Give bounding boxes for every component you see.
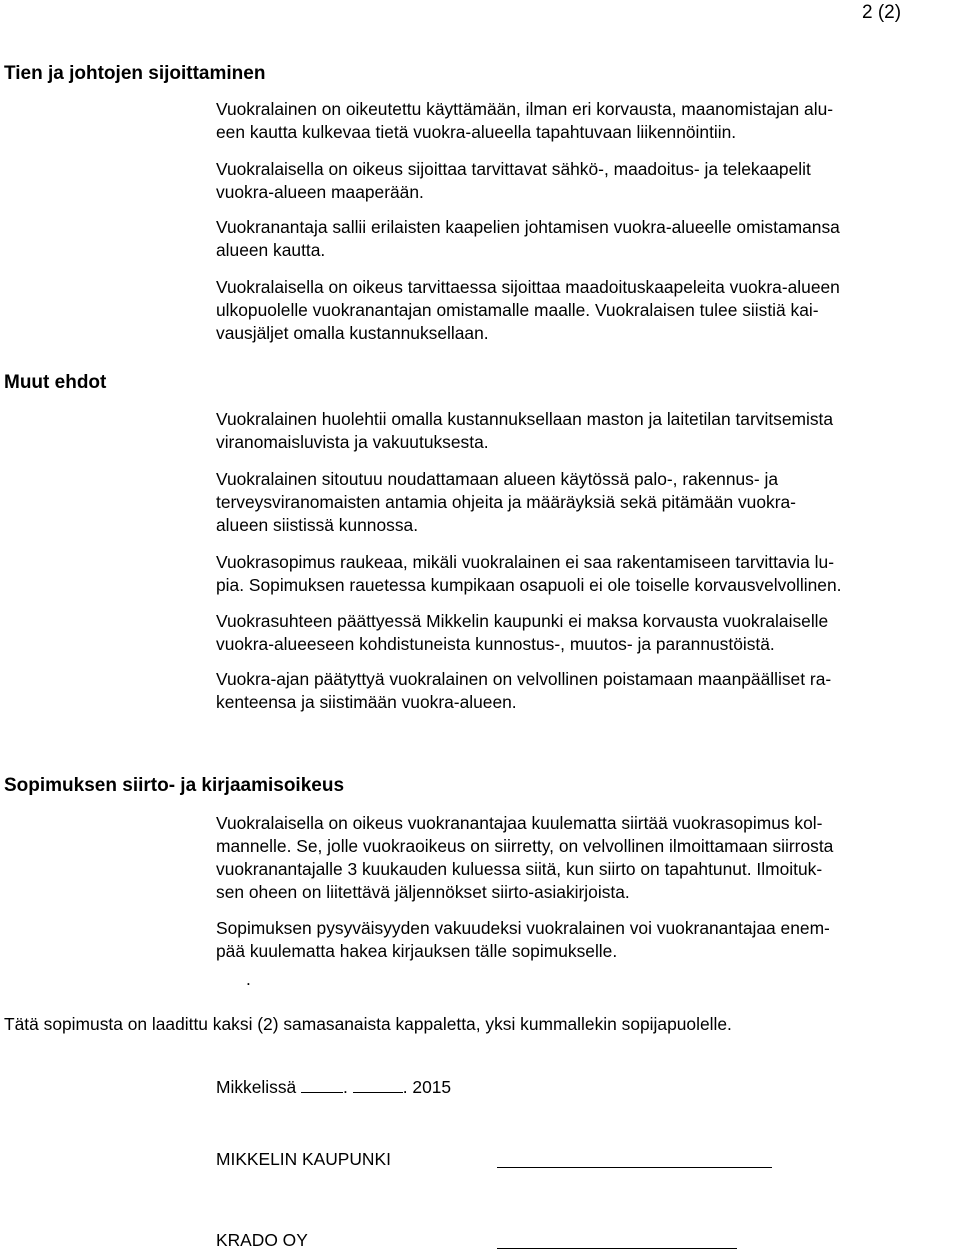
paragraph-rakenteiden-poisto [216, 668, 960, 714]
text-line: Vuokralainen huolehtii omalla kustannuksellaan maston ja laitetilan tarvitsemista [216, 409, 834, 429]
paragraph-sopimus-raukeaa [216, 551, 960, 597]
text-line: viranomaisluvista ja vakuutuksesta. [216, 432, 489, 452]
text-line: alueen siistissä kunnossa. [216, 515, 419, 535]
text-line: Vuokralaisella on oikeus sijoittaa tarvittavat sähkö-, maadoitus- ja telekaapelit [216, 159, 811, 179]
text-line: Vuokralainen sitoutuu noudattamaan alueen käytössä palo-, rakennus- ja [216, 469, 779, 489]
paragraph-vuokrasuhteen-paattyminen [216, 610, 960, 656]
paragraph-kaapelit [216, 158, 960, 204]
text-line: alueen kautta. [216, 240, 326, 260]
text-line: vuokranantajalle 3 kuukauden kuluessa siitä, kun siirto on tapahtunut. Ilmoituk- [216, 859, 823, 879]
signing-place: Mikkelissä [216, 1077, 297, 1097]
text-line: vausjäljet omalla kustannuksellaan. [216, 323, 489, 343]
stray-dot: . [246, 969, 251, 989]
section-heading-siirto-ja-kirjaamisoikeus: Sopimuksen siirto- ja kirjaamisoikeus [4, 775, 345, 796]
signing-year: 2015 [412, 1077, 452, 1097]
text-line: Vuokra-ajan päätyttyä vuokralainen on velvollinen poistamaan maanpäälliset ra- [216, 669, 832, 689]
month-blank [353, 1078, 403, 1093]
text-line: Vuokrasopimus raukeaa, mikäli vuokralainen ei saa rakentamiseen tarvittavia lu- [216, 552, 834, 572]
party-1-signature-line [497, 1167, 772, 1168]
paragraph-kaapelien-johtaminen [216, 216, 960, 262]
text-line: Vuokranantaja sallii erilaisten kaapelien johtamisen vuokra-alueelle omistamansa [216, 217, 840, 237]
text-line: vuokra-alueen maaperään. [216, 182, 424, 202]
text-line: Vuokralaisella on oikeus tarvittaessa sijoittaa maadoituskaapeleita vuokra-alueen [216, 277, 840, 297]
day-blank [301, 1078, 343, 1093]
text-line: sen oheen on liitettävä jäljennökset siirto-asiakirjoista. [216, 882, 630, 902]
party-2-name: KRADO OY [216, 1230, 308, 1250]
text-line: pää kuulematta hakea kirjauksen tälle sopimukselle. [216, 941, 618, 961]
text-line: kenteensa ja siistimään vuokra-alueen. [216, 692, 517, 712]
text-line: Vuokrasuhteen päättyessä Mikkelin kaupunki ei maksa korvausta vuokralaiselle [216, 611, 829, 631]
page-number: 2 (2) [862, 2, 902, 23]
text-line: vuokra-alueeseen kohdistuneista kunnostus-, muutos- ja parannustöistä. [216, 634, 775, 654]
party-2-signature-line [497, 1248, 737, 1249]
text-line: mannelle. Se, jolle vuokraoikeus on siirretty, on velvollinen ilmoittamaan siirrosta [216, 836, 834, 856]
text-line: terveysviranomaisten antamia ohjeita ja määräyksiä sekä pitämään vuokra- [216, 492, 796, 512]
paragraph-kirjaus [216, 917, 960, 963]
text-line: ulkopuolelle vuokranantajan omistamalle maalle. Vuokralaisen tulee siistiä kai- [216, 300, 819, 320]
paragraph-siirto-oikeus [216, 812, 960, 904]
section-heading-tien-ja-johtojen: Tien ja johtojen sijoittaminen [4, 63, 266, 84]
paragraph-viranomaisluvat [216, 408, 960, 454]
section-heading-muut-ehdot: Muut ehdot [4, 372, 107, 393]
closing-statement: Tätä sopimusta on laadittu kaksi (2) samasanaista kappaletta, yksi kummallekin sopijapuolelle. [4, 1014, 732, 1034]
text-line: Vuokralaisella on oikeus vuokranantajaa kuulematta siirtää vuokrasopimus kol- [216, 813, 823, 833]
date-separator: . [343, 1077, 348, 1097]
text-line: Vuokralainen on oikeutettu käyttämään, ilman eri korvausta, maanomistajan alu- [216, 99, 834, 119]
text-line: Sopimuksen pysyväisyyden vakuudeksi vuokralainen voi vuokranantajaa enem- [216, 918, 830, 938]
text-line: een kautta kulkevaa tietä vuokra-alueella tapahtuvaan liikennöintiin. [216, 122, 737, 142]
party-1-name: MIKKELIN KAUPUNKI [216, 1149, 391, 1169]
paragraph-tie-kaytto [216, 98, 960, 144]
paragraph-maadoituskaapelit [216, 276, 960, 345]
signing-place-date [216, 1076, 451, 1098]
paragraph-maaraykset [216, 468, 960, 537]
text-line: pia. Sopimuksen rauetessa kumpikaan osapuoli ei ole toiselle korvausvelvollinen. [216, 575, 842, 595]
date-separator: . [402, 1077, 408, 1097]
